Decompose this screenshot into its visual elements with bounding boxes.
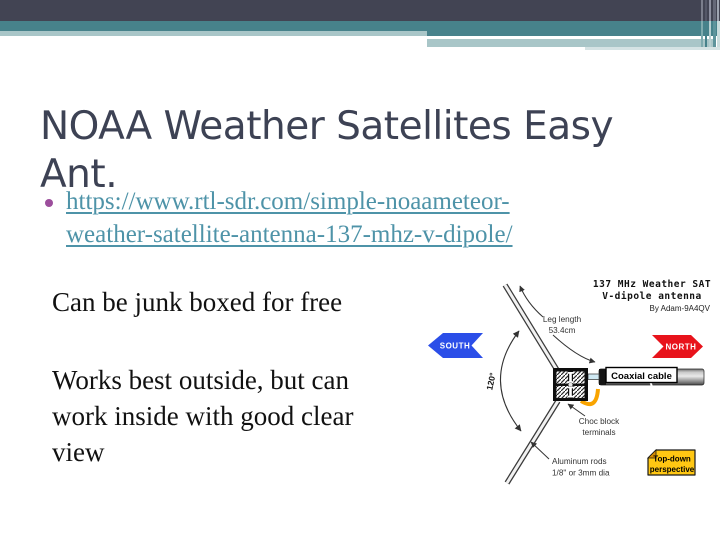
north-label: NORTH xyxy=(665,342,697,352)
accent-stripe xyxy=(713,0,716,21)
accent-stripe xyxy=(709,0,711,21)
diagram-title-line-2: V-dipole antenna xyxy=(602,291,702,302)
accent-stripe xyxy=(705,0,707,21)
rods-label-line-1: Aluminum rods xyxy=(552,457,607,466)
leg-length-label-line-2: 53.4cm xyxy=(548,326,576,335)
north-arrow xyxy=(652,335,703,358)
choc-block-label-line-1: Choc block xyxy=(578,417,620,426)
diagram-credit: By Adam-9A4QV xyxy=(649,304,710,313)
center-conductor-wire xyxy=(588,374,599,380)
perspective-note-line-2: perspective xyxy=(649,465,695,474)
south-arrow xyxy=(428,333,483,358)
bullet-marker xyxy=(45,199,53,207)
choc-block-leader-line xyxy=(568,404,585,416)
hyperlink-line-1: https://www.rtl-sdr.com/simple-noaameteor- xyxy=(66,188,510,215)
angle-label: 120° xyxy=(484,371,498,392)
slide-title: NOAA Weather Satellites Easy Ant. xyxy=(40,104,614,197)
accent-stripe xyxy=(709,21,711,47)
accent-stripe xyxy=(717,0,719,21)
body-paragraph-2-line: Works best outside, but can xyxy=(52,365,350,395)
accent-stripe xyxy=(717,21,720,47)
feedpoint-leader-line xyxy=(553,335,595,362)
choc-block xyxy=(553,368,588,401)
body-paragraph-2-line: work inside with good clear xyxy=(52,401,354,431)
header-bar-dark xyxy=(0,0,720,21)
perspective-note-line-1: Top-down xyxy=(653,454,691,464)
header-bar-teal-right xyxy=(427,21,720,36)
body-paragraph-1: Can be junk boxed for free xyxy=(52,287,343,317)
angle-arc xyxy=(500,331,521,431)
rods-label-line-2: 1/8" or 3mm dia xyxy=(552,468,610,478)
lower-rod xyxy=(507,401,558,483)
accent-stripe xyxy=(713,21,716,47)
diagram-title-line-1: 137 MHz Weather SAT xyxy=(592,279,712,290)
antenna-diagram xyxy=(425,255,720,495)
header-bar-light-left xyxy=(0,31,428,36)
accent-stripe xyxy=(701,0,703,21)
rods-leader-line xyxy=(531,442,549,459)
choc-block-label-line-2: terminals xyxy=(582,428,616,437)
accent-stripe xyxy=(705,21,707,47)
perspective-note xyxy=(648,450,695,475)
header-bar-pale-right xyxy=(585,47,720,50)
rtl-sdr-hyperlink[interactable] xyxy=(66,185,513,251)
leg-length-label-line-1: Leg length xyxy=(542,315,582,324)
header-bar-light-right xyxy=(427,39,713,47)
south-label: SOUTH xyxy=(439,341,471,351)
coax-label: Coaxial cable xyxy=(611,371,672,382)
accent-stripe xyxy=(701,21,703,47)
body-paragraph-2 xyxy=(52,362,353,470)
coax-cable xyxy=(599,367,704,387)
body-paragraph-2-line: view xyxy=(52,437,105,467)
hyperlink-line-2: weather-satellite-antenna-137-mhz-v-dipole/ xyxy=(66,221,513,248)
